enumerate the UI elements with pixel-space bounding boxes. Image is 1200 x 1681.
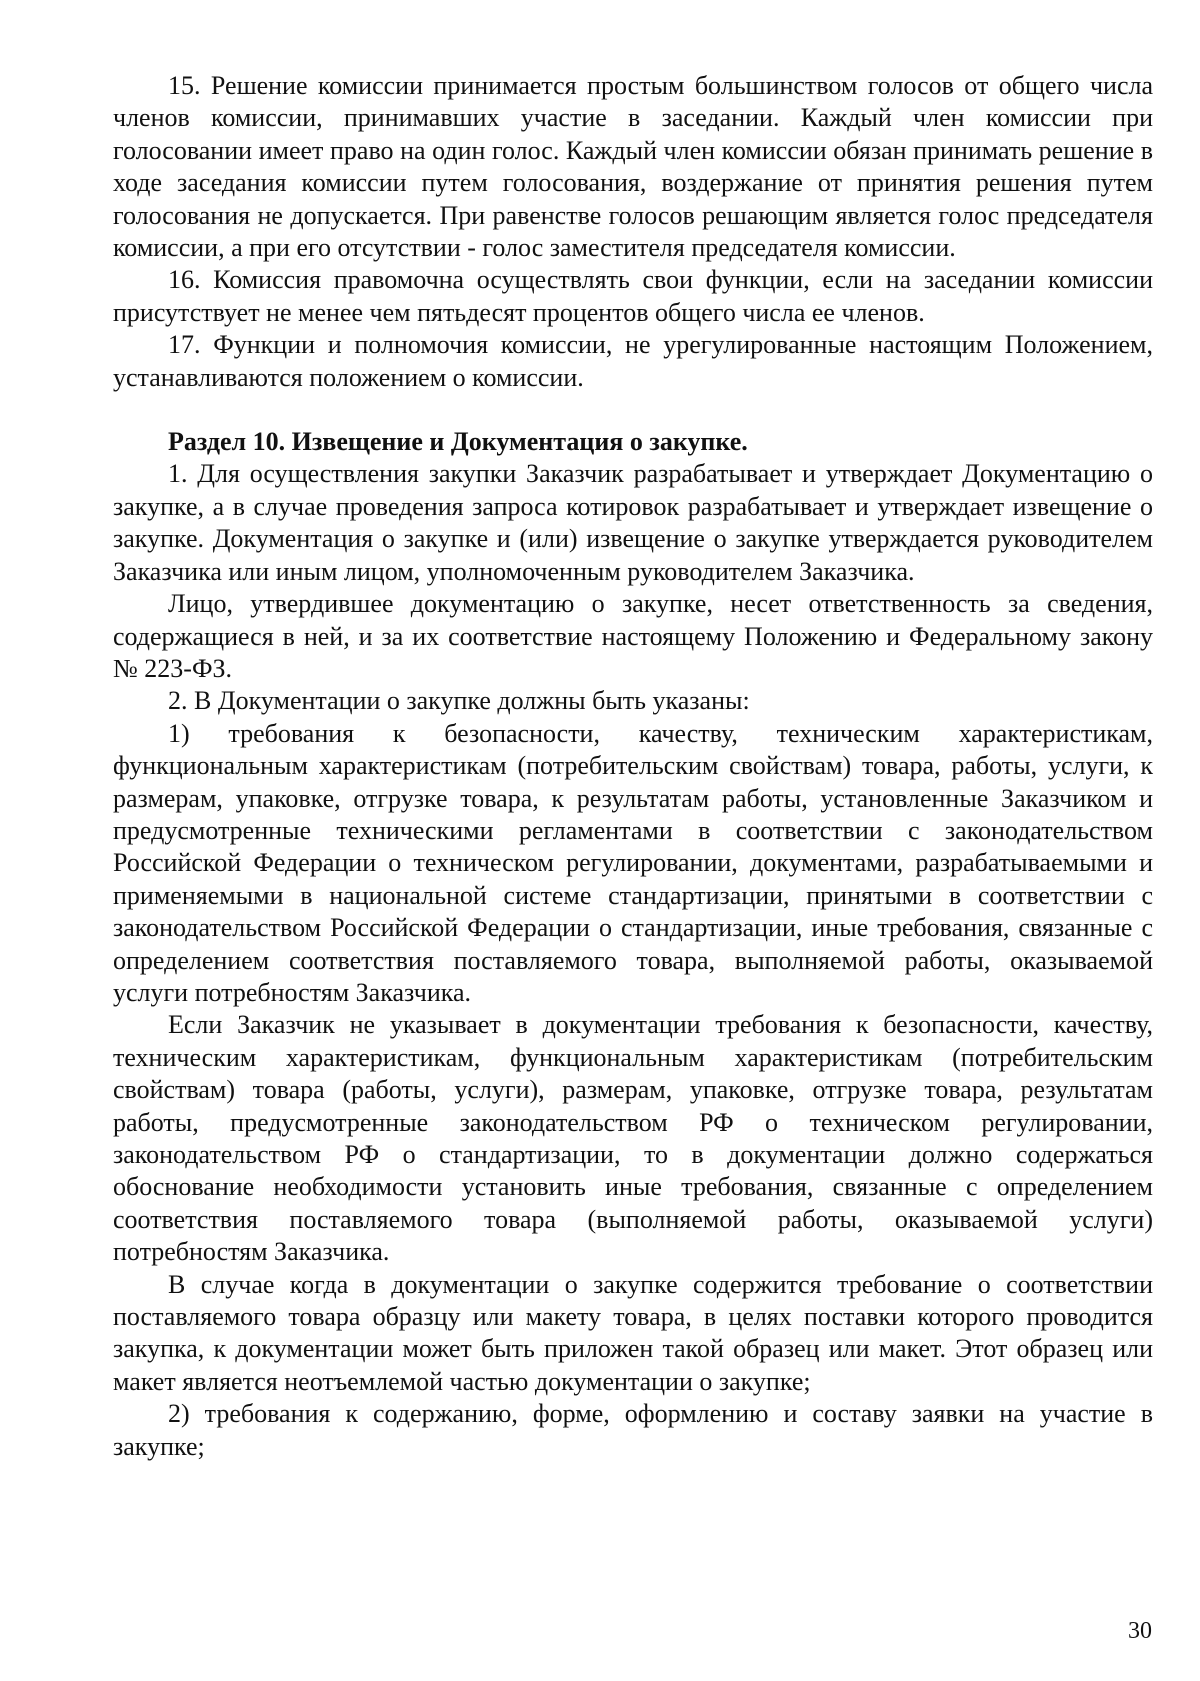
- paragraph-sample: В случае когда в документации о закупке содержится требование о соответствии поставляемого товара образцу или макету товара, в целях поставки которого проводится закупка, к документации может быть приложен такой образец или макет. Этот образец или макет является неотъемлемой частью документации о закупке;: [113, 1269, 1153, 1396]
- paragraph-17: 17. Функции и полномочия комиссии, не урегулированные настоящим Положением, устанавливаются положением о комиссии.: [113, 330, 1153, 392]
- document-page: [113, 70, 1153, 1463]
- paragraph-item-2: 2) требования к содержанию, форме, оформлению и составу заявки на участие в закупке;: [113, 1399, 1153, 1461]
- section-heading: Раздел 10. Извещение и Документация о закупке.: [168, 427, 748, 457]
- paragraph-sec10-2: 2. В Документации о закупке должны быть указаны:: [168, 686, 750, 716]
- paragraph-item-1: 1) требования к безопасности, качеству, техническим характеристикам, функциональным характеристикам (потребительским свойствам) товара, работы, услуги, к размерам, упаковке, отгрузке товара, к результатам работы, установленные Заказчиком и предусмотренные техническими регламентами в соответствии с законодательством Российской Федерации о техническом регулировании, документами, разрабатываемыми и применяемыми в национальной системе стандартизации, принятыми в соответствии с законодательством Российской Федерации о стандартизации, иные требования, связанные с определением соответствия поставляемого товара, выполняемой работы, оказываемой услуги потребностям Заказчика.: [113, 718, 1153, 1007]
- paragraph-responsibility: Лицо, утвердившее документацию о закупке, несет ответственность за сведения, содержащиеся в ней, и за их соответствие настоящему Положению и Федеральному закону № 223-ФЗ.: [113, 589, 1153, 683]
- paragraph-sec10-1: 1. Для осуществления закупки Заказчик разрабатывает и утверждает Документацию о закупке, а в случае проведения запроса котировок разрабатывает и утверждает извещение о закупке. Документация о закупке и (или) извещение о закупке утверждается руководителем Заказчика или иным лицом, уполномоченным руководителем Заказчика.: [113, 459, 1153, 586]
- paragraph-16: 16. Комиссия правомочна осуществлять свои функции, если на заседании комиссии присутствует не менее чем пятьдесят процентов общего числа ее членов.: [113, 265, 1153, 327]
- paragraph-if-customer: Если Заказчик не указывает в документации требования к безопасности, качеству, техническим характеристикам, функциональным характеристикам (потребительским свойствам) товара (работы, услуги), размерам, упаковке, отгрузке товара, результатам работы, предусмотренные законодательством РФ о техническом регулировании, законодательством РФ о стандартизации, то в документации должно содержаться обоснование необходимости установить иные требования, связанные с определением соответствия поставляемого товара (выполняемой работы, оказываемой услуги) потребностям Заказчика.: [113, 1010, 1153, 1267]
- page-number: 30: [1128, 1618, 1152, 1644]
- paragraph-15: 15. Решение комиссии принимается простым большинством голосов от общего числа членов комиссии, принимавших участие в заседании. Каждый член комиссии при голосовании имеет право на один голос. Каждый член комиссии обязан принимать решение в ходе заседания комиссии путем голосования, воздержание от принятия решения путем голосования не допускается. При равенстве голосов решающим является голос председателя комиссии, а при его отсутствии - голос заместителя председателя комиссии.: [113, 71, 1153, 263]
